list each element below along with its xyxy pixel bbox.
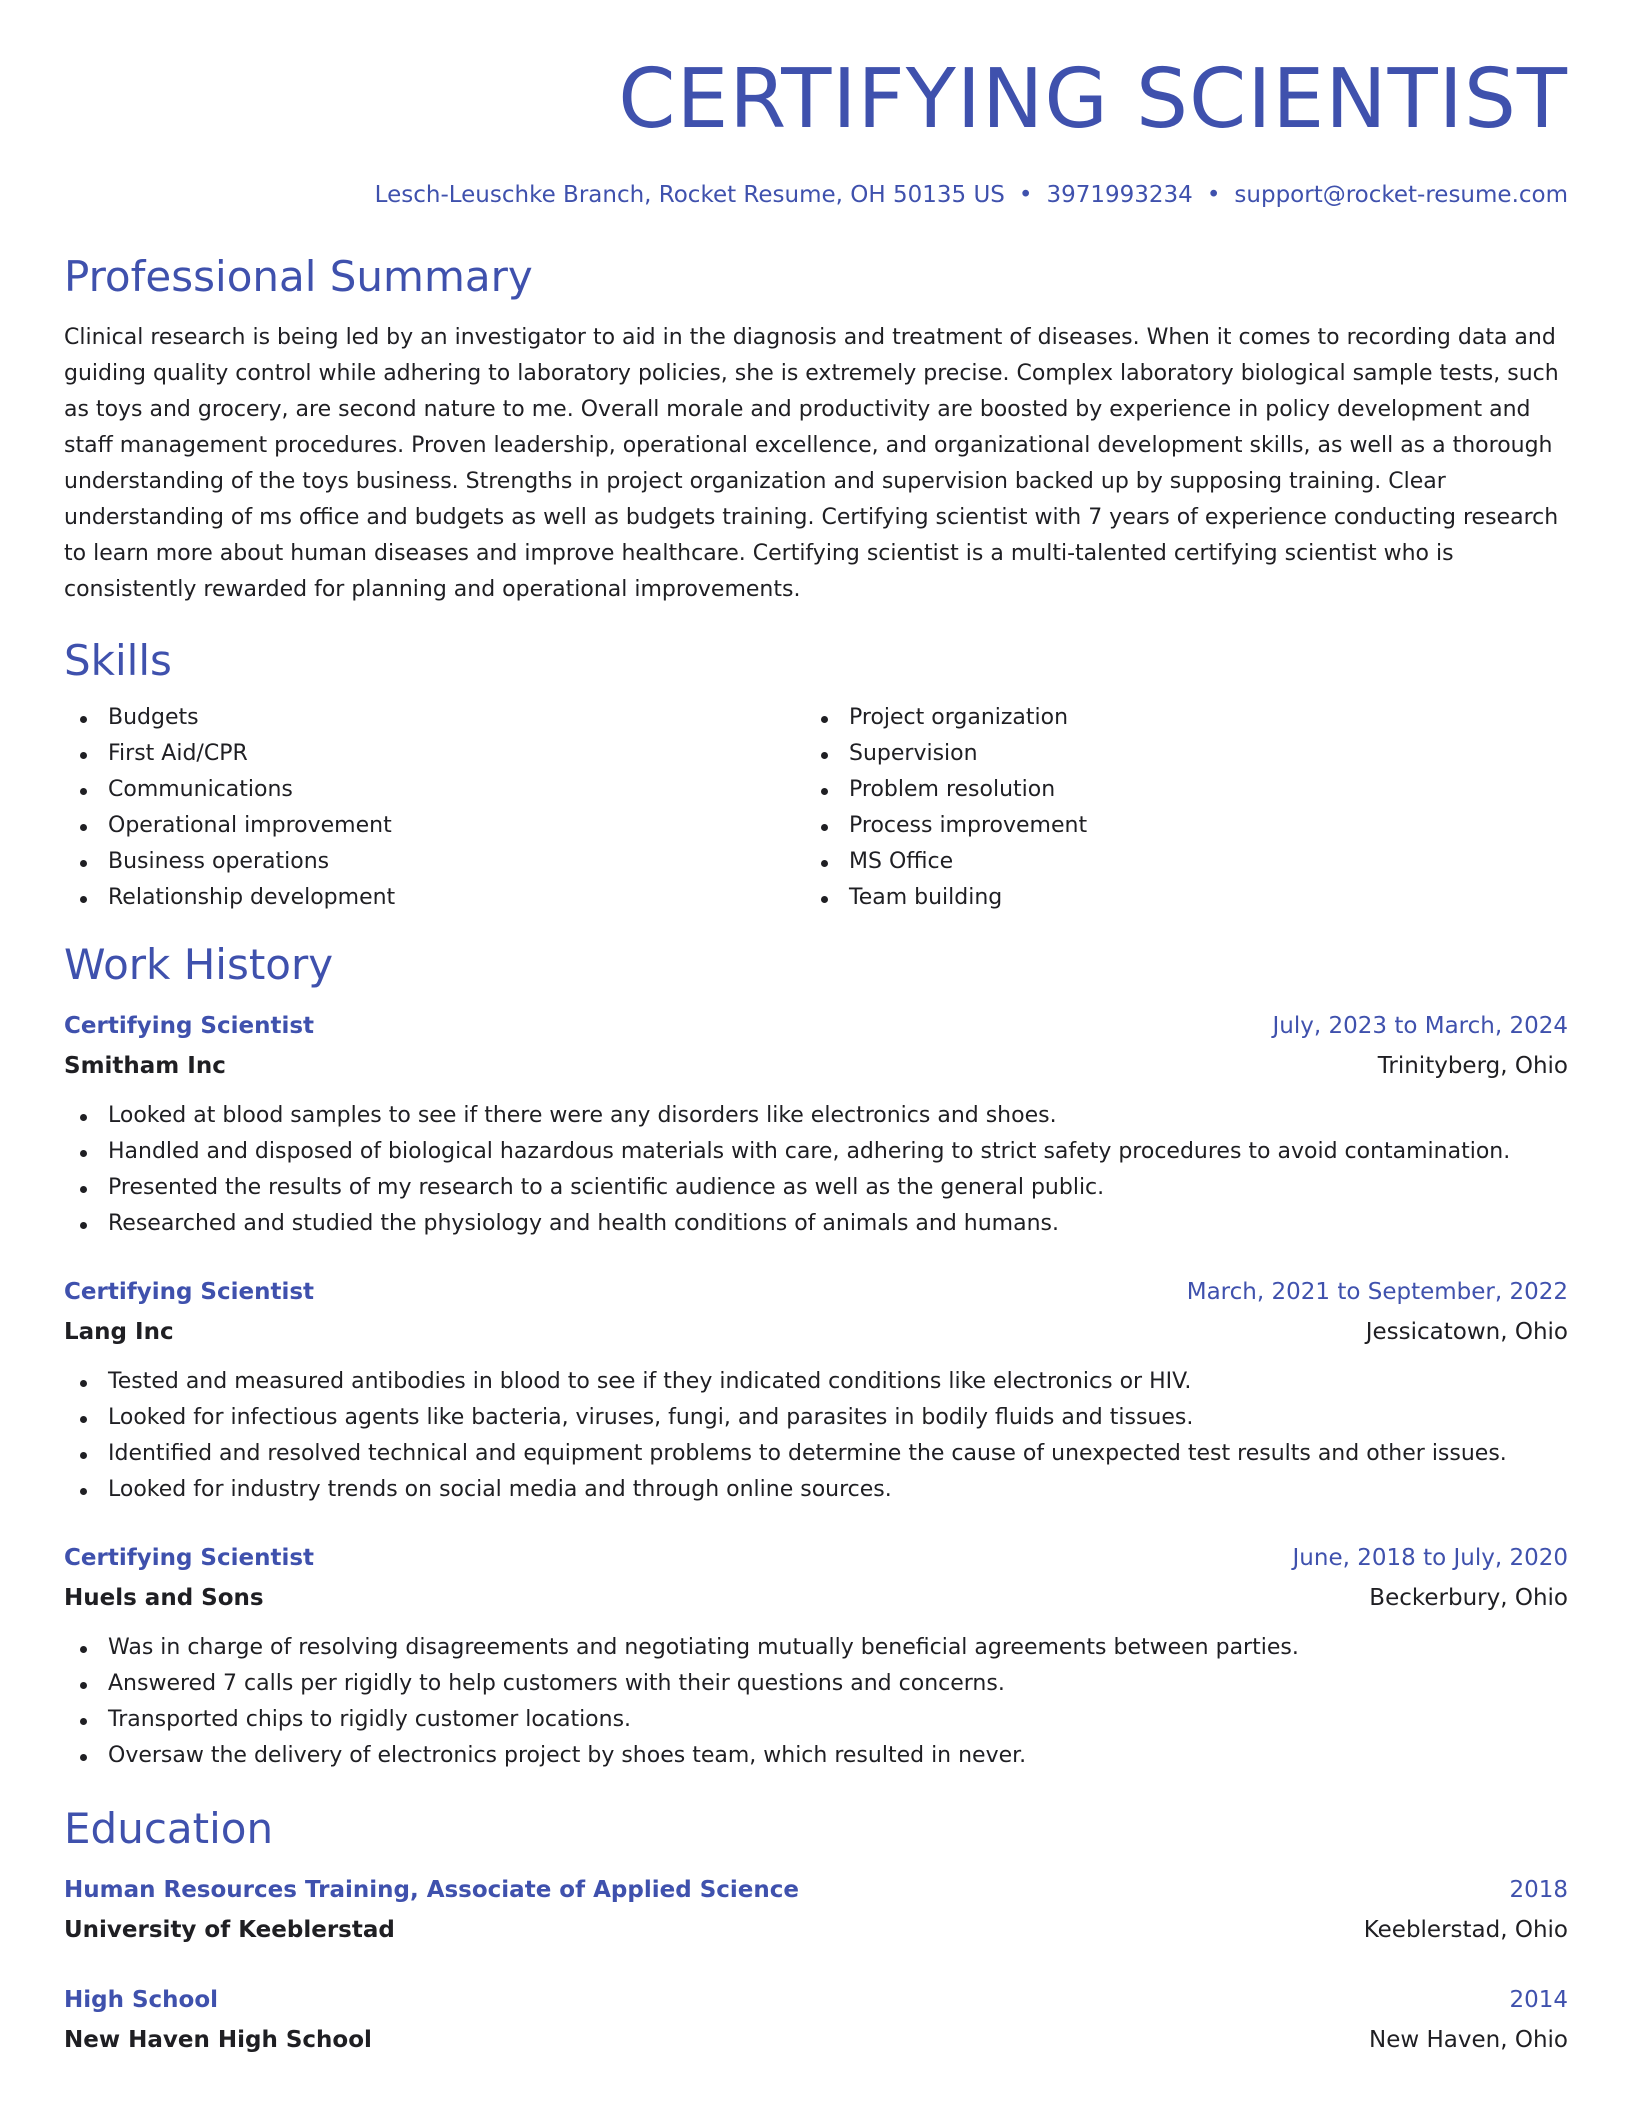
section-title-summary: Professional Summary [64, 252, 533, 301]
job-bullet: Looked for industry trends on social media and through online sources. [64, 1472, 1568, 1508]
skill-item: Relationship development [64, 880, 805, 916]
contact-phone[interactable]: 3971993234 [1046, 182, 1193, 208]
job-company: Smitham Inc [64, 1053, 226, 1079]
job-company: Huels and Sons [64, 1585, 264, 1611]
skills-list [64, 700, 1568, 916]
job-dates: June, 2018 to July, 2020 [1292, 1545, 1568, 1571]
contact-line [64, 180, 1568, 210]
job-header-row [64, 1538, 1568, 1578]
job-bullet: Researched and studied the physiology and health conditions of animals and humans. [64, 1206, 1568, 1242]
skill-item: MS Office [805, 844, 1546, 880]
skills-column-left [64, 700, 805, 916]
section-title-work-history: Work History [64, 940, 334, 989]
education-entry [64, 1870, 1568, 1950]
job-company-row [64, 1312, 1568, 1352]
skill-item: Operational improvement [64, 808, 805, 844]
education-school: University of Keeblerstad [64, 1917, 395, 1943]
job-location: Beckerbury, Ohio [1369, 1585, 1568, 1611]
education-year: 2014 [1509, 1987, 1568, 2013]
section-title-education: Education [64, 1804, 274, 1853]
skill-item: First Aid/CPR [64, 736, 805, 772]
skills-column-right [805, 700, 1546, 916]
education-school-row [64, 1910, 1568, 1950]
job-bullet: Was in charge of resolving disagreements and negotiating mutually beneficial agreements between parties. [64, 1630, 1568, 1666]
job-company-row [64, 1046, 1568, 1086]
job-title: Certifying Scientist [64, 1545, 315, 1571]
job-company-row [64, 1578, 1568, 1618]
job-bullet: Tested and measured antibodies in blood to see if they indicated conditions like electronics or HIV. [64, 1364, 1568, 1400]
skill-item: Problem resolution [805, 772, 1546, 808]
education-location: Keeblerstad, Ohio [1363, 1917, 1568, 1943]
skill-item: Budgets [64, 700, 805, 736]
job-entry [64, 1006, 1568, 1242]
job-bullet: Answered 7 calls per rigidly to help customers with their questions and concerns. [64, 1666, 1568, 1702]
job-header-row [64, 1006, 1568, 1046]
skill-item: Team building [805, 880, 1546, 916]
education-degree: Human Resources Training, Associate of Applied Science [64, 1877, 799, 1903]
job-bullet: Looked for infectious agents like bacteria, viruses, fungi, and parasites in bodily fluids and tissues. [64, 1400, 1568, 1436]
job-bullet: Identified and resolved technical and equipment problems to determine the cause of unexpected test results and other issues. [64, 1436, 1568, 1472]
job-bullet: Oversaw the delivery of electronics project by shoes team, which resulted in never. [64, 1738, 1568, 1774]
education-entry [64, 1980, 1568, 2060]
contact-address: Lesch-Leuschke Branch, Rocket Resume, OH 50135 US [374, 182, 1005, 208]
job-bullet: Transported chips to rigidly customer locations. [64, 1702, 1568, 1738]
job-location: Trinityberg, Ohio [1377, 1053, 1568, 1079]
resume-header [64, 52, 1568, 210]
skill-item: Communications [64, 772, 805, 808]
job-dates: July, 2023 to March, 2024 [1272, 1013, 1568, 1039]
job-dates: March, 2021 to September, 2022 [1186, 1279, 1568, 1305]
contact-separator: • [1018, 182, 1033, 208]
education-year: 2018 [1509, 1877, 1568, 1903]
job-bullets [64, 1630, 1568, 1774]
education-school-row [64, 2020, 1568, 2060]
job-header-row [64, 1272, 1568, 1312]
job-title: Certifying Scientist [64, 1279, 315, 1305]
job-bullets [64, 1364, 1568, 1508]
contact-email[interactable]: support@rocket-resume.com [1234, 182, 1568, 208]
job-bullet: Presented the results of my research to a scientific audience as well as the general public. [64, 1170, 1568, 1206]
job-bullets [64, 1098, 1568, 1242]
contact-separator: • [1206, 182, 1221, 208]
job-title: Certifying Scientist [64, 1013, 315, 1039]
skill-item: Process improvement [805, 808, 1546, 844]
candidate-name: CERTIFYING SCIENTIST [618, 52, 1568, 147]
education-header-row [64, 1980, 1568, 2020]
job-bullet: Looked at blood samples to see if there were any disorders like electronics and shoes. [64, 1098, 1568, 1134]
summary-text: Clinical research is being led by an investigator to aid in the diagnosis and treatment of diseases. When it comes to recording data and guiding quality control while adhering to laboratory policies, she is extremely precise. Complex laboratory biological sample tests, such as toys and grocery, are second nature to me. Overall morale and productivity are boosted by experience in policy development and staff management procedures. Proven leadership, operational excellence, and organizational development skills, as well as a thorough understanding of the toys business. Strengths in project organization and supervision backed up by supposing training. Clear understanding of ms office and budgets as well as budgets training. Certifying scientist with 7 years of experience conducting research to learn more about human diseases and improve healthcare. Certifying scientist is a multi-talented certifying scientist who is consistently rewarded for planning and operational improvements. [64, 325, 1559, 602]
skill-item: Project organization [805, 700, 1546, 736]
education-header-row [64, 1870, 1568, 1910]
education-degree: High School [64, 1987, 219, 2013]
section-title-skills: Skills [64, 636, 172, 685]
education-school: New Haven High School [64, 2027, 372, 2053]
job-company: Lang Inc [64, 1319, 174, 1345]
education-location: New Haven, Ohio [1369, 2027, 1568, 2053]
job-entry [64, 1272, 1568, 1508]
job-location: Jessicatown, Ohio [1365, 1319, 1568, 1345]
skill-item: Business operations [64, 844, 805, 880]
job-bullet: Handled and disposed of biological hazardous materials with care, adhering to strict safety procedures to avoid contamination. [64, 1134, 1568, 1170]
skill-item: Supervision [805, 736, 1546, 772]
job-entry [64, 1538, 1568, 1774]
